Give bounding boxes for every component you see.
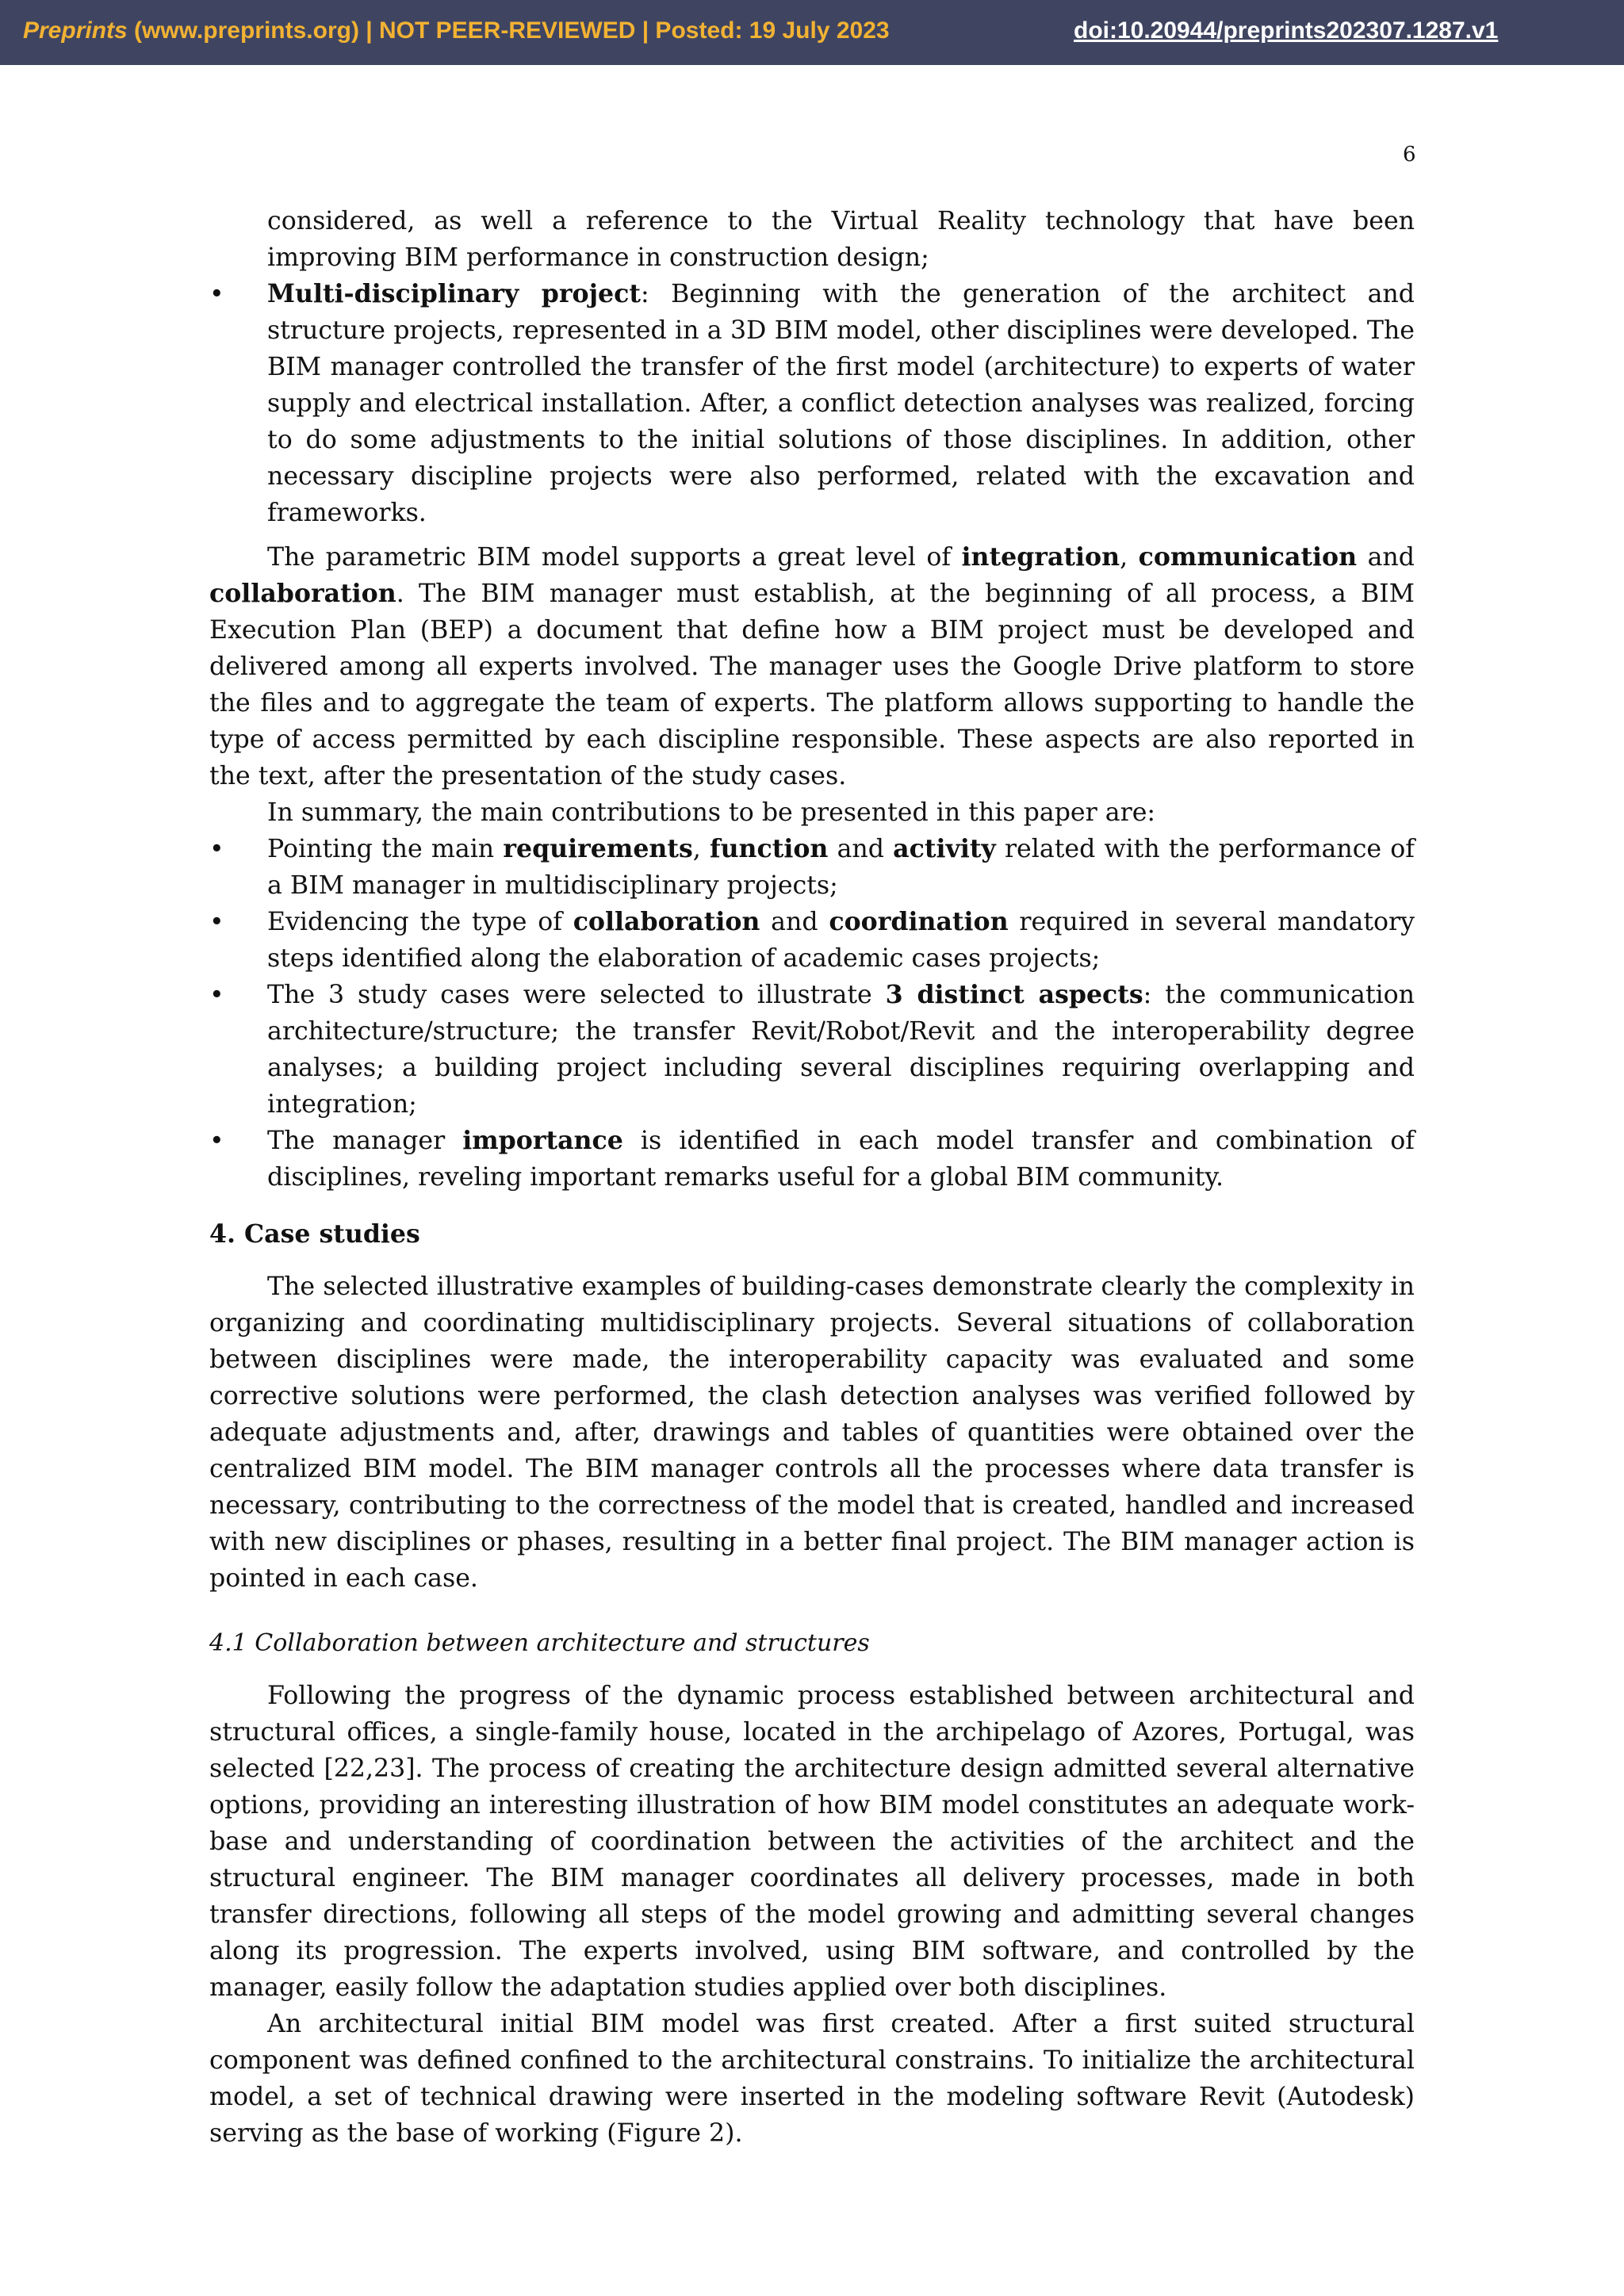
text-run: The parametric BIM model supports a great level of [267,543,962,572]
text-run: , [692,835,710,863]
bold-term: coordination [829,907,1009,936]
bold-term: collaboration [209,579,396,608]
contributions-list [209,831,1415,1196]
summary-intro: In summary, the main contributions to be presented in this paper are: [267,798,1156,827]
contribution-item [209,977,1415,1123]
bold-term: Multi-disciplinary project [267,279,641,308]
bold-term: activity [893,834,996,863]
bold-term: collaboration [573,907,760,936]
paragraph-parametric [209,539,1415,794]
contribution-item [209,904,1415,977]
text-run: is identified in each model transfer and combination of disciplines, reveling important remarks useful for a global BIM community. [267,1127,1415,1192]
text-run: Pointing the main [267,835,504,863]
paragraph-collaboration-1: Following the progress of the dynamic process established between architectural and structural offices, a single-family house, located in the archipelago of Azores, Portugal, was selected [22,23]. The process of creating the architecture design admitted several alternative options, providing an interesting illustration of how BIM model constitutes an adequate work-base and understanding of coordination between the activities of the architect and the structural engineer. The BIM manager coordinates all delivery processes, made in both transfer directions, following all steps of the model growing and admitting several changes along its progression. The experts involved, using BIM software, and controlled by the manager, easily follow the adaptation studies applied over both disciplines. [209,1682,1415,2002]
text-run: The manager [267,1127,463,1155]
bold-term: 3 distinct aspects [885,980,1143,1009]
doi-link[interactable]: doi:10.20944/preprints202307.1287.v1 [1074,17,1499,44]
banner-text [23,17,890,44]
subsection-heading-collaboration: 4.1 Collaboration between architecture and structures [209,1629,870,1657]
bullet-text: : Beginning with the generation of the architect and structure projects, represented in a 3D BIM model, other disciplines were developed. The BIM manager controlled the transfer of the first model (architecture) to experts of water supply and electrical installation. After, a conflict detection analyses was realized, forcing to do some adjustments to the initial solutions of those disciplines. In addition, other necessary discipline projects were also performed, related with the excavation and frameworks. [267,280,1415,527]
paragraph-case-studies: The selected illustrative examples of building-cases demonstrate clearly the complexity in organizing and coordinating multidisciplinary projects. Several situations of collaboration between disciplines were made, the interoperability capacity was evaluated and some corrective solutions were performed, the clash detection analyses was verified followed by adequate adjustments and, after, drawings and tables of quantities were obtained over the centralized BIM model. The BIM manager controls all the processes where data transfer is necessary, contributing to the correctness of the model that is created, handled and increased with new disciplines or phases, resulting in a better final project. The BIM manager action is pointed in each case. [209,1272,1415,1593]
text-run: required in several mandatory steps identified along the elaboration of academic cases projects; [267,908,1415,973]
bold-term: importance [462,1126,623,1155]
text-run: and [760,908,829,936]
text-run: : the communication architecture/structure; the transfer Revit/Robot/Revit and the interoperability degree analyses; a building project including several disciplines requiring overlapping and integration; [267,981,1415,1119]
bold-term: requirements [503,834,693,863]
text-run: Evidencing the type of [267,908,573,936]
text-run: related with the performance of a BIM manager in multidisciplinary projects; [267,835,1415,900]
banner-site: (www.preprints.org) | NOT PEER-REVIEWED | Posted: 19 July 2023 [127,17,890,44]
banner-brand: Preprints [23,17,128,44]
text-run: . The BIM manager must establish, at the beginning of all process, a BIM Execution Plan (BEP) a document that define how a BIM project must be developed and delivered among all experts involved. The manager uses the Google Drive platform to store the files and to aggregate the team of experts. The platform allows supporting to handle the type of access permitted by each discipline responsible. These aspects are also reported in the text, after the presentation of the study cases. [209,580,1415,790]
bold-term: communication [1138,542,1358,572]
text-run: , [1120,543,1139,572]
bold-term: integration [961,542,1120,572]
page-number: 6 [1403,143,1416,166]
paragraph-collaboration-2: An architectural initial BIM model was first created. After a first suited structural component was defined confined to the architectural constrains. To initialize the architectural model, a set of technical drawing were inserted in the modeling software Revit (Autodesk) serving as the base of working (Figure 2). [209,2010,1415,2148]
text-run: and [1357,543,1415,572]
bullet-multidisciplinary [209,276,1415,531]
contribution-item [209,1123,1415,1196]
text-run: The 3 study cases were selected to illustrate [267,981,886,1009]
page-content [209,203,1415,2152]
text-run: and [828,835,894,863]
contribution-item [209,831,1415,904]
preprint-banner [0,0,1624,65]
bullet-continuation: considered, as well a reference to the Virtual Reality technology that have been improving BIM performance in construction design; [267,207,1415,272]
section-heading-case-studies: 4. Case studies [209,1219,420,1249]
bold-term: function [709,834,829,863]
bullet-list-top [209,276,1415,531]
